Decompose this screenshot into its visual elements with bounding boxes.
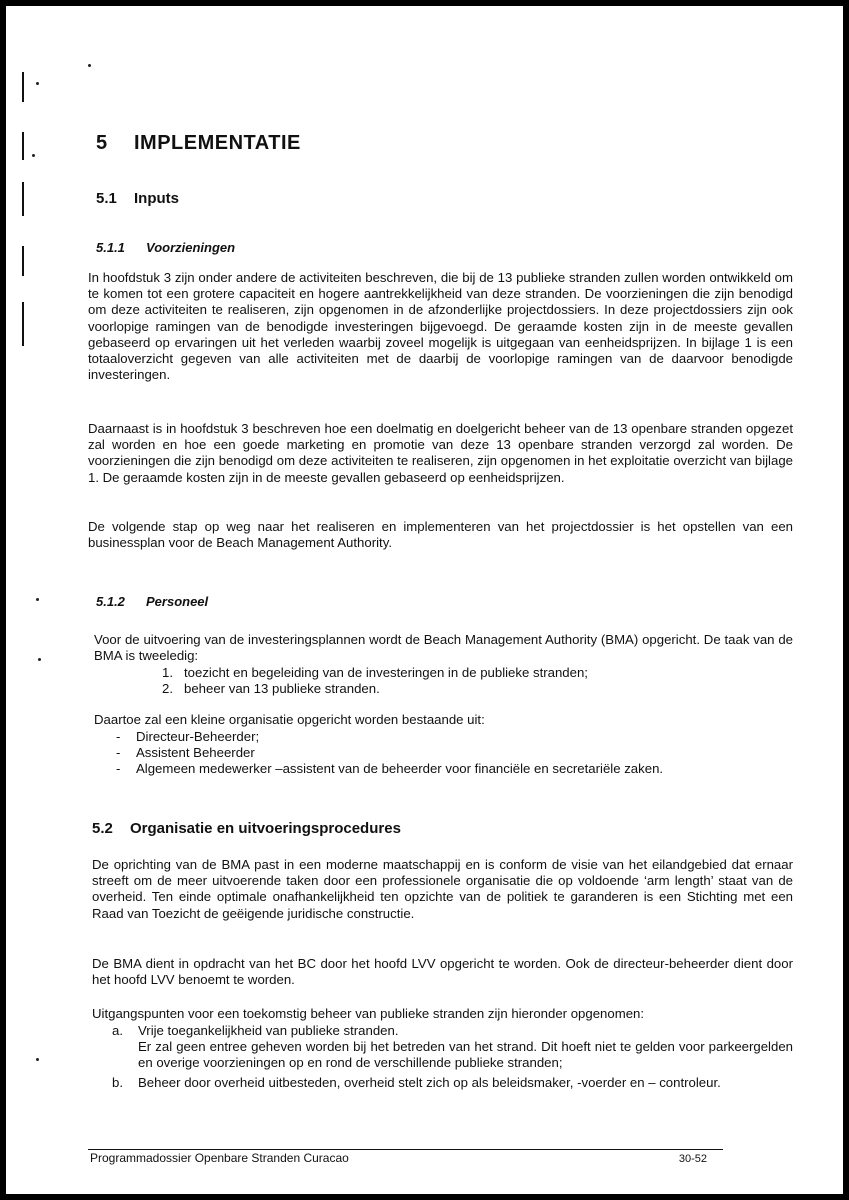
subsection-heading bbox=[96, 240, 793, 255]
section-number: 5.1 bbox=[96, 190, 117, 207]
list-marker: a. bbox=[112, 1023, 123, 1038]
staff-list bbox=[88, 729, 793, 777]
principles-list bbox=[88, 1023, 793, 1094]
list-item bbox=[88, 1023, 793, 1072]
section-title: Organisatie en uitvoeringsprocedures bbox=[130, 820, 401, 837]
chapter-number: 5 bbox=[96, 132, 108, 154]
list-item-text: Vrije toegankelijkheid van publieke stranden. bbox=[138, 1023, 399, 1038]
list-marker: - bbox=[116, 761, 121, 776]
list-item bbox=[88, 681, 793, 697]
paragraph: De volgende stap op weg naar het realiseren en implementeren van het projectdossier is het opstellen van een businessplan voor de Beach Management Authority. bbox=[88, 519, 793, 551]
subsection-heading bbox=[96, 594, 793, 609]
revision-bar bbox=[22, 182, 24, 216]
paragraph: Uitgangspunten voor een toekomstig beheer van publieke stranden zijn hieronder opgenomen: bbox=[92, 1006, 645, 1021]
list-item-detail: Er zal geen entree geheven worden bij het betreden van het strand. Dit hoeft niet te gelden voor parkeergelden en overige voorzieningen op en rond de verschillende publieke stranden; bbox=[138, 1039, 793, 1071]
paragraph: De oprichting van de BMA past in een moderne maatschappij en is conform de visie van het eilandgebied dat ernaar streeft om de meer uitvoerende taken door een professionele organisatie die op voldoende ‘arm length’ staat van de overheid. Ten einde optimale onafhankelijkheid ten opzichte van de politiek te garanderen is een Stichting met een Raad van Toezicht de geëigende juridische constructie. bbox=[92, 857, 793, 921]
list-item bbox=[88, 665, 793, 681]
list-item bbox=[88, 745, 793, 761]
list-marker: b. bbox=[112, 1074, 123, 1090]
scan-speck bbox=[38, 658, 41, 661]
subsection-number: 5.1.1 bbox=[96, 240, 125, 255]
scan-speck bbox=[36, 82, 39, 85]
list-item-text: Directeur-Beheerder; bbox=[136, 729, 260, 744]
subsection-number: 5.1.2 bbox=[96, 594, 125, 609]
subsection-title: Voorzieningen bbox=[146, 240, 236, 255]
list-item-text: toezicht en begeleiding van de investeringen in de publieke stranden; bbox=[184, 665, 588, 680]
task-list bbox=[88, 665, 793, 697]
section-heading bbox=[96, 190, 793, 207]
scan-speck bbox=[36, 598, 39, 601]
paragraph: Daartoe zal een kleine organisatie opgericht worden bestaande uit: bbox=[94, 712, 485, 727]
list-marker: 1. bbox=[162, 665, 173, 680]
list-item-text: Beheer door overheid uitbesteden, overheid stelt zich op als beleidsmaker, -voerder en – controleur. bbox=[138, 1074, 721, 1090]
list-item-text: Assistent Beheerder bbox=[136, 745, 255, 760]
footer-rule bbox=[88, 1149, 723, 1150]
scan-speck bbox=[32, 154, 35, 157]
list-marker: - bbox=[116, 745, 121, 760]
section-title: Inputs bbox=[134, 190, 179, 207]
list-item bbox=[88, 761, 793, 777]
paragraph: Daarnaast is in hoofdstuk 3 beschreven hoe een doelmatig en doelgericht beheer van de 13 openbare stranden opgezet zal worden en hoe een goede marketing en promotie van deze 13 openbare stranden verzorgd zal worden. De voorzieningen die zijn benodigd om deze activiteiten te realiseren, zijn opgenomen in het exploitatie overzicht van bijlage 1. De geraamde kosten zijn in de meeste gevallen gebaseerd op eenheidsprijzen. bbox=[88, 421, 793, 485]
revision-bar bbox=[22, 302, 24, 346]
list-item bbox=[88, 1075, 793, 1091]
revision-bar bbox=[22, 72, 24, 102]
footer-title: Programmadossier Openbare Stranden Curacao bbox=[90, 1151, 349, 1165]
document-page bbox=[6, 6, 843, 1194]
scan-speck bbox=[88, 64, 91, 67]
paragraph: De BMA dient in opdracht van het BC door het hoofd LVV opgericht te worden. Ook de directeur-beheerder dient door het hoofd LVV benoemt te worden. bbox=[92, 956, 793, 988]
chapter-title: IMPLEMENTATIE bbox=[134, 132, 301, 154]
list-item-text: Algemeen medewerker –assistent van de beheerder voor financiële en secretariële zaken. bbox=[136, 761, 664, 776]
list-marker: - bbox=[116, 729, 121, 744]
list-item bbox=[88, 729, 793, 745]
paragraph: Voor de uitvoering van de investeringsplannen wordt de Beach Management Authority (BMA) opgericht. De taak van de BMA is tweeledig: bbox=[94, 632, 793, 664]
chapter-heading bbox=[96, 132, 301, 155]
page-number: 30-52 bbox=[678, 1153, 707, 1165]
revision-bar bbox=[22, 132, 24, 160]
list-marker: 2. bbox=[162, 681, 173, 697]
section-heading bbox=[92, 820, 793, 837]
revision-bar bbox=[22, 246, 24, 276]
section-number: 5.2 bbox=[92, 820, 113, 837]
paragraph: In hoofdstuk 3 zijn onder andere de activiteiten beschreven, die bij de 13 publieke stranden zullen worden ontwikkeld om te komen tot een grotere capaciteit en hogere aantrekkelijkheid van deze stranden. De voorzieningen die zijn benodigd om deze activiteiten te realiseren, zijn opgenomen in de afzonderlijke projectdossiers. In deze projectdossiers zijn ook voorlopige ramingen van de benodigde investeringen bijgevoegd. De geraamde kosten zijn in de meeste gevallen gebaseerd op ervaringen uit het verleden waarbij zoveel mogelijk is uitgegaan van eenheidsprijzen. In bijlage 1 is een totaaloverzicht gegeven van alle activiteiten met de daarbij de voorlopige ramingen van de daarvoor benodigde investeringen. bbox=[88, 270, 793, 383]
scan-speck bbox=[36, 1058, 39, 1061]
list-item-text: beheer van 13 publieke stranden. bbox=[184, 681, 380, 697]
subsection-title: Personeel bbox=[146, 594, 209, 609]
